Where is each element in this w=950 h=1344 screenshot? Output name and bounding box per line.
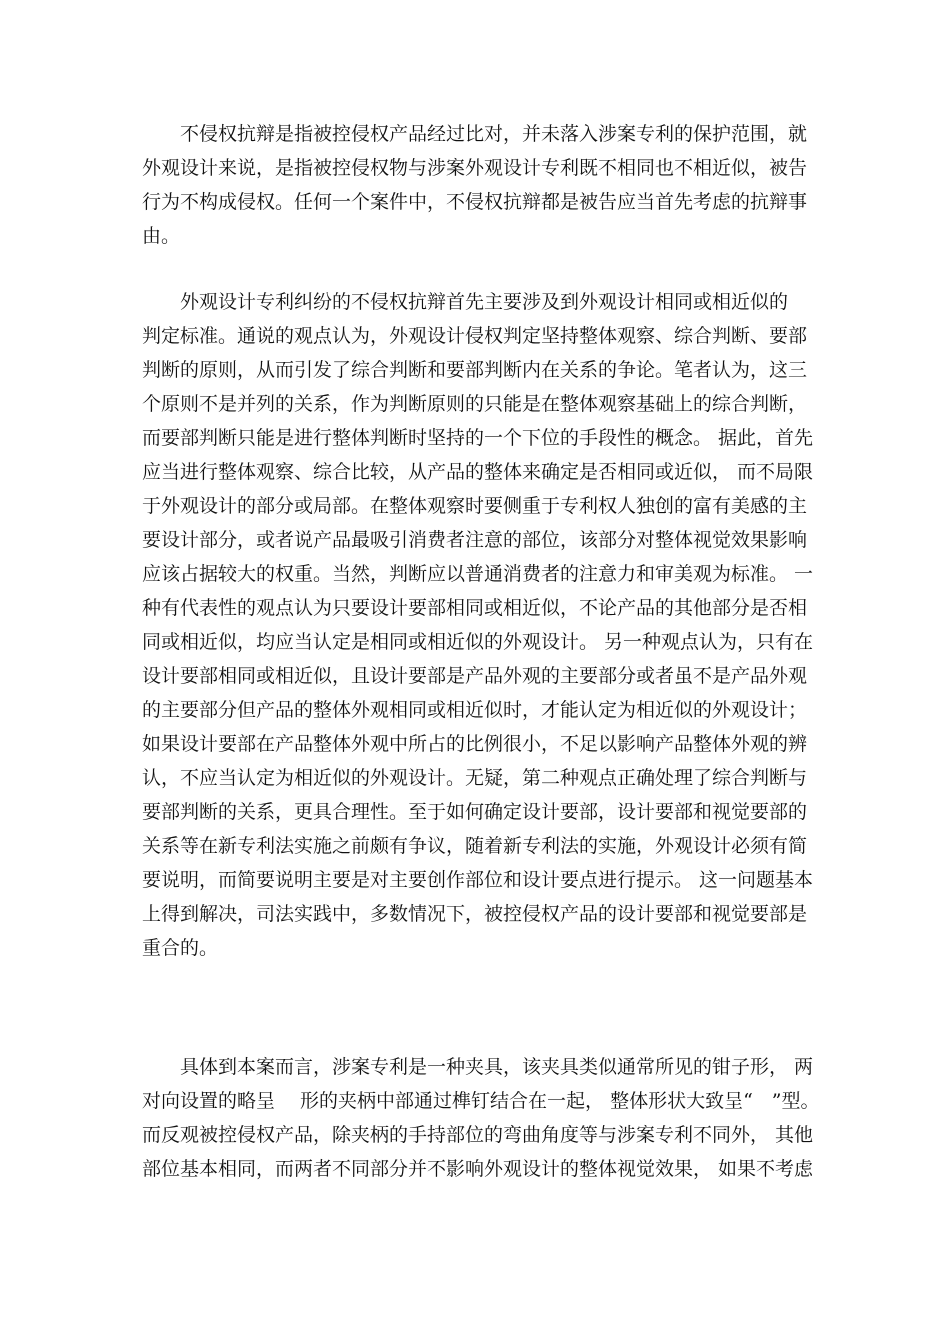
paragraph-3 [142,1050,820,1186]
text-line: 上得到解决，司法实践中，多数情况下，被控侵权产品的设计要部和视觉要部是 [142,903,808,925]
text-line: 应该占据较大的权重。当然，判断应以普通消费者的注意力和审美观为标准。 一 [142,563,814,585]
text-line: 判断的原则，从而引发了综合判断和要部判断内在关系的争论。笔者认为，这三 [142,359,808,381]
text-line: 个原则不是并列的关系，作为判断原则的只能是在整体观察基础上的综合判断， [142,393,808,415]
text-line: 的主要部分但产品的整体外观相同或相近似时，才能认定为相近似的外观设计； [142,699,808,721]
text-line: 外观设计来说，是指被控侵权物与涉案外观设计专利既不相同也不相近似，被告 [142,157,808,179]
text-line: 要设计部分，或者说产品最吸引消费者注意的部位，该部分对整体视觉效果影响 [142,529,808,551]
text-line: 同或相近似，均应当认定是相同或相近似的外观设计。 另一种观点认为，只有在 [142,631,814,653]
text-line: 设计要部相同或相近似，且设计要部是产品外观的主要部分或者虽不是产品外观 [142,665,808,687]
text-line: 于外观设计的部分或局部。在整体观察时要侧重于专利权人独创的富有美感的主 [142,495,808,517]
paragraph-1 [142,117,812,253]
text-line: 而反观被控侵权产品，除夹柄的手持部位的弯曲角度等与涉案专利不同外， 其他 [142,1124,814,1146]
text-line: 种有代表性的观点认为只要设计要部相同或相近似，不论产品的其他部分是否相 [142,597,808,619]
paragraph-2 [142,285,812,965]
text-line: 不侵权抗辩是指被控侵权产品经过比对，并未落入涉案专利的保护范围，就 [142,123,808,145]
text-line: 而要部判断只能是进行整体判断时坚持的一个下位的手段性的概念。 据此，首先 [142,427,814,449]
text-line: 如果设计要部在产品整体外观中所占的比例很小，不足以影响产品整体外观的辨 [142,733,808,755]
text-line: 应当进行整体观察、综合比较，从产品的整体来确定是否相同或近似， 而不局限 [142,461,814,483]
text-line: 行为不构成侵权。任何一个案件中，不侵权抗辩都是被告应当首先考虑的抗辩事 [142,191,808,213]
text-line: 由。 [142,225,181,247]
text-line: 认，不应当认定为相近似的外观设计。无疑，第二种观点正确处理了综合判断与 [142,767,808,789]
text-line: 重合的。 [142,937,219,959]
text-line: 要说明，而简要说明主要是对主要创作部位和设计要点进行提示。 这一问题基本 [142,869,814,891]
text-line: 要部判断的关系，更具合理性。至于如何确定设计要部，设计要部和视觉要部的 [142,801,808,823]
text-line: 具体到本案而言，涉案专利是一种夹具，该夹具类似通常所见的钳子形， 两 [142,1056,814,1078]
text-line: 判定标准。通说的观点认为，外观设计侵权判定坚持整体观察、综合判断、要部 [142,325,808,347]
text-line: 对向设置的略呈 形的夹柄中部通过榫钉结合在一起， 整体形状大致呈“ ”型。 [142,1090,820,1112]
text-line: 部位基本相同，而两者不同部分并不影响外观设计的整体视觉效果， 如果不考虑 [142,1158,814,1180]
text-line: 关系等在新专利法实施之前颇有争议，随着新专利法的实施，外观设计必须有简 [142,835,808,857]
text-line: 外观设计专利纠纷的不侵权抗辩首先主要涉及到外观设计相同或相近似的 [142,291,789,313]
